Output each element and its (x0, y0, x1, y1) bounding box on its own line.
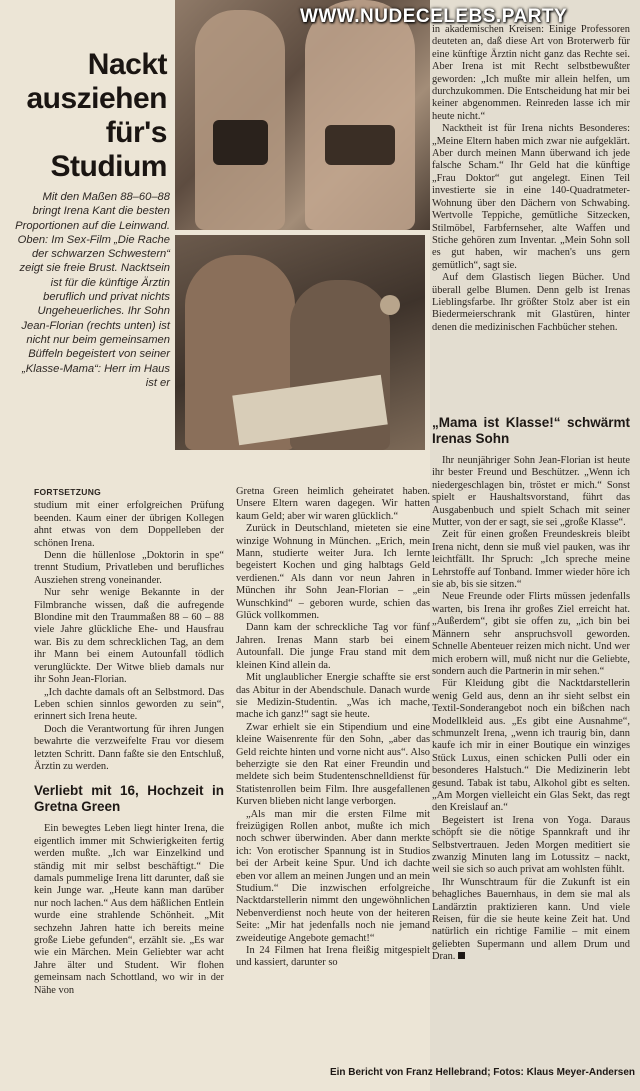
paragraph: Begeistert ist Irena von Yoga. Daraus schöpft sie die nötige Spannkraft und ihr Selbstvertrauen. Jeden Morgen meditiert sie zwanzig Minuten lang im Lotussitz – nackt, weil sie sich so auch privat am wohlsten fühlt. (432, 814, 630, 876)
photo-costume-right (325, 125, 395, 165)
text-column-b (236, 486, 430, 970)
paragraph: Neue Freunde oder Flirts müssen jedenfalls warten, bis Irena ihr großes Ziel erreicht hat. „Außerdem“, gibt sie offen zu, „ich bin bei Männern sehr anspruchsvoll geworden. Schnelle Abenteuer reizen mich nicht. Und wer mich erobern will, muß nicht nur die Geliebte, sondern auch die Partnerin in mir sehen.“ (432, 591, 630, 677)
paragraph: Auf dem Glastisch liegen Bücher. Und überall gelbe Blumen. Denn gelb ist Irenas Lieblingsfarbe. Ihr größter Stolz aber ist ein Biedermeierschrank mit Glastüren, hinter denen die medizinischen Fachbücher stehen. (432, 272, 630, 333)
photo-figure-right (305, 0, 415, 230)
article-headline (12, 48, 167, 184)
paragraph: Denn die hüllenlose „Doktorin in spe“ trennt Studium, Privatleben und berufliches Ausziehen streng voneinander. (34, 550, 224, 586)
paragraph: Nur sehr wenige Bekannte in der Filmbranche wissen, daß die aufregende Blondine mit den Traummaßen 88 – 60 – 88 viele Jahre glückliche Ehe- und Hausfrau war. Bis zu dem schrecklichen Tag, an dem ihr Mann bei einem Autounfall tödlich verunglückte. Der Witwe blieb damals nur ihr Sohn Jean-Florian. (34, 587, 224, 686)
paragraph: „Als man mir die ersten Filme mit freizügigen Rollen anbot, mußte ich mich noch schwer überwinden. Aber dann merkte ich: Von erotischer Spannung ist in Studios bei der Arbeit keine Spur. Und ich dachte eben vor allem an meinen Jungen und an mein Studium.“ Die inzwischen erfolgreiche Nacktdarstellerin nimmt den ungewöhnlichen Nebenverdienst noch heute von der heiteren Seite: „Mir hat jedenfalls noch nie jemand zweideutige Angebote gemacht!“ (236, 808, 430, 944)
paragraph: Ein bewegtes Leben liegt hinter Irena, die eigentlich immer mit Schwierigkeiten fertig werden mußte. „Ich war Einzelkind und ständig mit mir selbst beschäftigt.“ Die damals pummelige Irena litt darunter, daß sie kein Junge war. „Heute kann man darüber nur noch lachen.“ Aus dem häßlichen Entlein wurde eine strahlende Schönheit. „Mit sechzehn Jahren hatte ich bereits meine große Liebe gefunden“, erzählt sie. „Es war wie ein Märchen. Mein Geliebter war acht Jahre älter und Student. Wir flohen gemeinsam nach Schottland, wo wir in der Nähe von (34, 823, 224, 996)
continuation-label: FORTSETZUNG (34, 487, 102, 497)
end-mark-icon (458, 952, 465, 959)
paragraph: Ihr neunjähriger Sohn Jean-Florian ist heute ihr bester Freund und Beschützer. „Wenn ich niedergeschlagen bin, tröstet er mich.“ Sonst spielt er Haushaltsvorstand, führt das Ausgabenbuch und spielt Schach mit seiner Mutter, von der er sagt, sie sei „große Klasse“. (432, 455, 630, 529)
paragraph: Doch die Verantwortung für ihren Jungen bewahrte die verzweifelte Frau vor diesem letzten Schritt. Dann faßte sie den Entschluß, Ärztin zu werden. (34, 723, 224, 772)
paragraph: Für Kleidung gibt die Nacktdarstellerin wenig Geld aus, denn an ihr sieht selbst ein Textil-Sonderangebot noch ein bißchen nach Modellkleid aus. „Es gibt eine Ausnahme“, schmunzelt Irena, „wenn ich traurig bin, dann kaufe ich mir in einer Boutique ein winziges Stück Luxus, einen schicken Pulli oder ein besonderes Halstuch.“ Die Medizinerin lebt gesund. Tabak ist tabu, Alkohol gibt es selten. „Am Morgen vielleicht ein Glas Sekt, das regt den Kreislauf an.“ (432, 678, 630, 814)
photo-wall-decoration (380, 295, 400, 315)
paragraph: In 24 Filmen hat Irena fleißig mitgespielt und kassiert, darunter so (236, 945, 430, 969)
subheadline: Verliebt mit 16, Hochzeit in Gretna Green (34, 783, 224, 815)
text-column-a (34, 486, 224, 997)
paragraph: Dann kam der schreckliche Tag vor fünf Jahren. Irenas Mann starb bei einem Autounfall. Die junge Frau stand mit dem kleinen Kind allein da. (236, 622, 430, 671)
paragraph-final (432, 877, 630, 964)
headline-line: Studium (50, 150, 167, 183)
headline-line: Nackt (87, 48, 167, 81)
photo-film-scene (175, 0, 430, 230)
paragraph-text: Ihr Wunschtraum für die Zukunft ist ein behagliches Bauernhaus, in dem sie mal als Landärztin praktizieren kann. Und viele Reisen, für die sie heute keine Zeit hat. Und natürlich ein richtige Familie – mit einem geliebten Supermann und allem Drum und Dran. (432, 876, 630, 963)
paragraph: studium mit einer erfolgreichen Prüfung beenden. Kaum einer der übrigen Kollegen ahnt etwas von dem Doppelleben der schönen Irena. (34, 500, 224, 549)
paragraph: Zwar erhielt sie ein Stipendium und eine kleine Waisenrente für den Sohn, „aber das Geld reichte hinten und vorne nicht aus“. Also beherzigte sie den Rat einer Freundin und meldete sich beim Studentenschnelldienst für Statistenrollen beim Film. Ihre ausgefallenen Kurven blieben nicht lange verborgen. (236, 721, 430, 808)
watermark: WWW.NUDECELEBS.PARTY (300, 6, 568, 27)
article-credit: Ein Bericht von Franz Hellebrand; Fotos: Klaus Meyer-Andersen (329, 1067, 635, 1078)
paragraph: Nacktheit ist für Irena nichts Besonderes: „Meine Eltern haben mich zwar nie aufgeklärt. Aber durch meinen Mann überwand ich jede falsche Scham.“ Ihr Geld hat die künftige „Frau Doktor“ gut angelegt. Einen Teil investierte sie in eine 140-Quadratmeter-Wohnung über den Dächern von Schwabing. Wertvolle Teppiche, gemütliche Sitzecken, Stilmöbel, Farbfernseher, alte Waffen und Stiche gehören zum Inventar. „Mein Sohn soll es gut haben, wir machen's uns gern gemütlich“, sagt sie. (432, 123, 630, 271)
photo-costume-left (213, 120, 268, 165)
photo-mother-son (175, 235, 425, 450)
paragraph: in akademischen Kreisen: Einige Professoren deuteten an, daß diese Art von Broterwerb für eine künftige Ärztin nicht ganz das Rechte sei. Aber Irena ist mit Recht selbstbewußter geworden: „Ich mußte mir allein helfen, um durchzukommen. Die Entscheidung hat mir bei keiner abgenommen. Reinreden lasse ich mir heute nicht.“ (432, 24, 630, 122)
photo-caption: Mit den Maßen 88–60–88 bringt Irena Kant die besten Proportionen auf die Leinwand. Oben: Im Sex-Film „Die Rache der schwarzen Schwestern“ zeigt sie freie Brust. Nacktsein ist für die künftige Ärztin beruflich und privat nichts Ungeheuerliches. Ihr Sohn Jean-Florian (rechts unten) ist nicht nur beim gemeinsamen Büffeln begeistert von seiner „Klasse-Mama“: Herr im Haus ist er (15, 191, 170, 389)
paragraph: „Ich dachte damals oft an Selbstmord. Das Leben schien sinnlos geworden zu sein“, erinnert sich Irena heute. (34, 686, 224, 723)
paragraph: Mit unglaublicher Energie schaffte sie erst das Abitur in der Abendschule. Danach wurde sie Medizin-Studentin. „Was ich mache, mache ich ganz!“ sagt sie heute. (236, 672, 430, 721)
text-column-right-bottom (432, 405, 630, 964)
subheadline: „Mama ist Klasse!“ schwärmt Irenas Sohn (432, 415, 630, 446)
paragraph: Gretna Green heimlich geheiratet haben. Unsere Eltern waren dagegen. Wir hatten kaum Geld; aber wir waren glücklich.“ (236, 486, 430, 522)
paragraph: Zeit für einen großen Freundeskreis bleibt Irena nicht, denn sie muß viel pauken, was ihr leichtfällt. Ihr Spruch: „Ich spreche meine Lehrstoffe auf Tonband. Immer wieder höre ich sie ab, bis sie sitzen.“ (432, 529, 630, 591)
paragraph: Zurück in Deutschland, mieteten sie eine winzige Wohnung in München. „Erich, mein Mann, studierte weiter Jura. Ich lernte begeistert Kochen und ging halbtags Geld verdienen.“ Als dann vor neun Jahren in München ihr Sohn Jean-Florian – „ein Wunschkind“ – geboren wurde, schien das Glück vollkommen. (236, 523, 430, 622)
headline-line: ausziehen (26, 82, 167, 115)
text-column-right-top (432, 24, 630, 334)
headline-line: für's (105, 116, 167, 149)
